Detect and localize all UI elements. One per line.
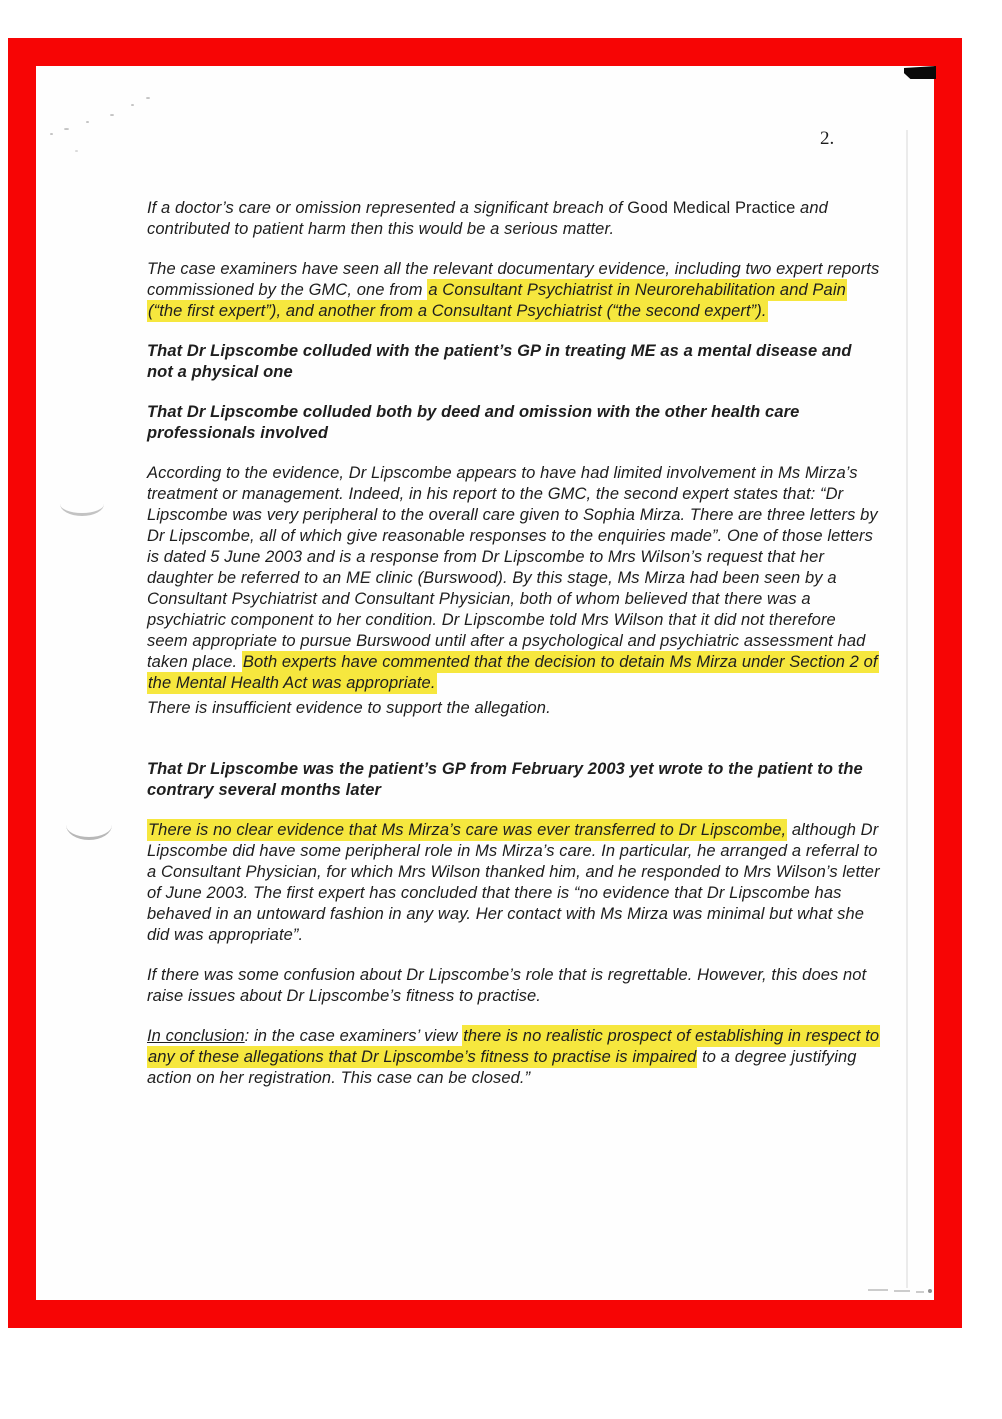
text-segment: to a degree justifying action on her registration. This case can be closed.” [147,1048,857,1087]
text-segment: According to the evidence, Dr Lipscombe appears to have had limited involvement in Ms Mirza’s treatment or management. Indeed, in his report to the GMC, the second expert states that: “Dr Lipscombe was very peripheral to the overall care given to Sophia Mirza. There are three letters by Dr Lipscombe, all of which give reasonable responses to the enquiries made”. One of those letters is dated 5 June 2003 and is a response from Dr Lipscombe to Mrs Wilson’s request that her daughter be referred to an ME clinic (Burswood). By this stage, Ms Mirza had been seen by a Consultant Psychiatrist and Consultant Physician, both of whom believed that there was a psychiatric component to her condition. Dr Lipscombe told Mrs Wilson that it did not therefore seem appropriate to pursue Burswood until after a psychological and psychiatric assessment had taken place. [147,464,878,671]
text-segment: If there was some confusion about Dr Lipscombe’s role that is regrettable. However, this does not raise issues about Dr Lipscombe’s fitness to practise. [147,966,867,1005]
scan-speckle [146,97,150,99]
scan-speckle [86,121,89,123]
text-segment: That Dr Lipscombe colluded both by deed and omission with the other health care professionals involved [147,403,800,442]
scan-speckle [64,128,69,130]
text-segment: In conclusion [147,1027,245,1045]
text-segment: There is insufficient evidence to support the allegation. [147,699,551,717]
body-paragraph [147,198,881,240]
scan-artifact-black-mark [904,66,936,79]
pencil-mark [60,492,104,516]
page-edge-shadow [906,130,908,1288]
pencil-mark [66,810,112,840]
highlighted-text: a Consultant Psychiatrist in Neurorehabilitation and Pain (“the first expert”), and another from a Consultant Psychiatrist (“the second expert”). [148,281,846,320]
body-paragraph [147,820,881,946]
text-segment: If a doctor’s care or omission represented a significant breach of [147,199,628,217]
text-segment: and contributed to patient harm then this would be a serious matter. [147,199,828,238]
document-body [147,198,881,1108]
scan-speckle [110,114,114,116]
scan-dash-mark [894,1290,910,1292]
text-segment: : in the case examiners’ view [244,1027,463,1045]
highlighted-text: There is no clear evidence that Ms Mirza’s care was ever transferred to Dr Lipscombe, [148,821,787,839]
scan-speckle [50,133,53,135]
body-paragraph [147,1026,881,1089]
body-paragraph [147,965,881,1007]
scan-dash-mark [916,1291,924,1293]
highlighted-text: there is no realistic prospect of establishing in respect to any of these allegations that Dr Lipscombe’s fitness to practise is impaired [148,1027,880,1066]
text-segment: Good Medical Practice [627,199,796,217]
scan-speckle [75,150,78,152]
body-paragraph [147,698,881,719]
text-segment: The case examiners have seen all the relevant documentary evidence, including two expert reports commissioned by the GMC, one from [147,260,880,299]
allegation-heading [147,759,881,801]
highlighted-text: Both experts have commented that the decision to detain Ms Mirza under Section 2 of the Mental Health Act was appropriate. [148,653,878,692]
text-segment: That Dr Lipscombe was the patient’s GP from February 2003 yet wrote to the patient to the contrary several months later [147,760,863,799]
page-number: 2. [820,128,835,149]
scan-dot-mark [928,1289,932,1293]
body-paragraph [147,463,881,694]
allegation-heading [147,341,881,383]
scan-dash-mark [868,1289,888,1291]
body-paragraph [147,259,881,322]
allegation-heading [147,402,881,444]
text-segment: although Dr Lipscombe did have some peripheral role in Ms Mirza’s care. In particular, he arranged a referral to a Consultant Physician, for which Mrs Wilson thanked him, and he responded to Mrs Wilson’s letter of June 2003. The first expert has concluded that there is “no evidence that Dr Lipscombe has behaved in an untoward fashion in any way. Her contact with Ms Mirza was minimal but what she did was appropriate”. [147,821,880,944]
scan-speckle [131,104,134,106]
text-segment: That Dr Lipscombe colluded with the patient’s GP in treating ME as a mental disease and not a physical one [147,342,852,381]
